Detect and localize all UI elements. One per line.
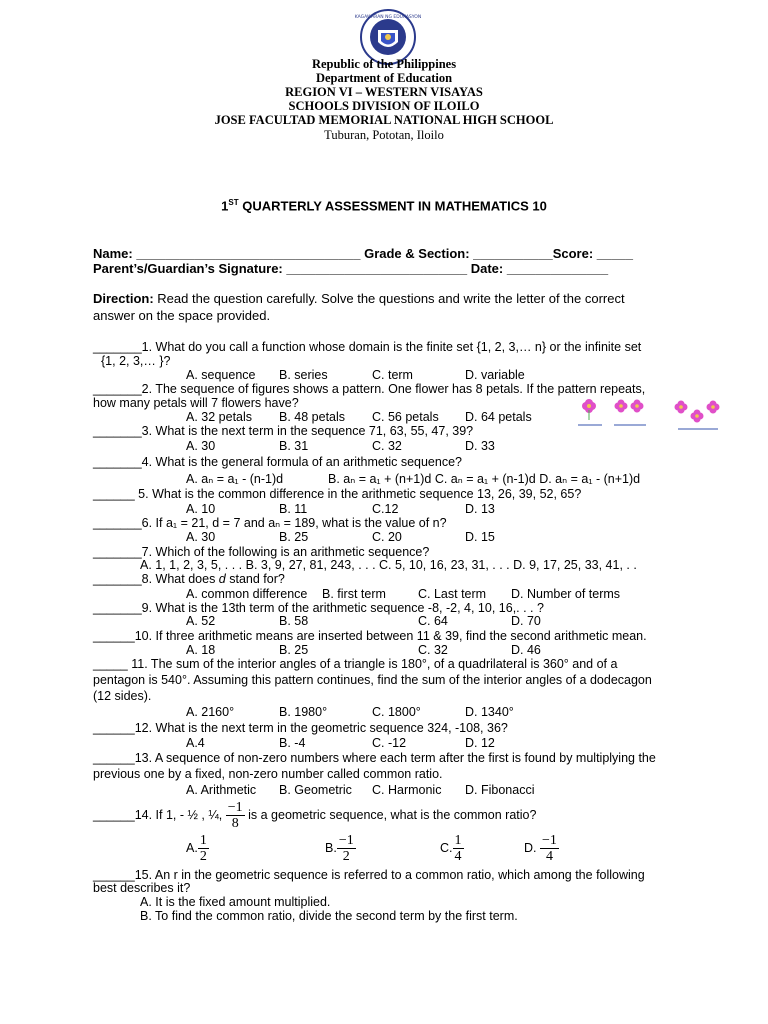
- q1-option-a[interactable]: A. sequence: [186, 368, 256, 382]
- title-rest: QUARTERLY ASSESSMENT IN MATHEMATICS 10: [238, 198, 547, 214]
- name-grade-score-line[interactable]: Name: _______________________________ Grade & Section: ___________Score: _____: [93, 246, 633, 261]
- q6-option-a[interactable]: A. 30: [186, 530, 216, 544]
- question-10: ______10. If three arithmetic means are inserted between 11 & 39, find the second arithmetic mean.: [93, 629, 647, 643]
- signature-date-line[interactable]: Parent’s/Guardian’s Signature: _________________________ Date: ______________: [93, 261, 609, 276]
- q11-option-b[interactable]: B. 1980°: [279, 705, 328, 719]
- q14-option-d[interactable]: [524, 832, 559, 864]
- q11-option-a[interactable]: A. 2160°: [186, 705, 235, 719]
- q14-b-num: −1: [338, 833, 354, 849]
- direction-label: Direction:: [93, 291, 154, 306]
- q10-option-d[interactable]: D. 46: [511, 643, 541, 657]
- q3-option-a[interactable]: A. 30: [186, 439, 216, 453]
- q13-option-d[interactable]: D. Fibonacci: [465, 783, 535, 797]
- q9-option-a[interactable]: A. 52: [186, 614, 216, 628]
- q14-frac-den: 8: [231, 816, 239, 832]
- q9-option-d[interactable]: D. 70: [511, 614, 541, 628]
- question-1-line-2: {1, 2, 3,… }?: [101, 354, 171, 368]
- flower-group-2: [614, 400, 646, 427]
- q14-option-a-fraction: [198, 833, 209, 864]
- header-department: Department of Education: [315, 71, 453, 85]
- q14-post: is a geometric sequence, what is the common ratio?: [244, 808, 537, 822]
- q14-a-den: 2: [199, 849, 207, 865]
- question-2-line-2: how many petals will 7 flowers have?: [93, 396, 299, 410]
- q11-option-c[interactable]: C. 1800°: [372, 705, 421, 719]
- q15-option-b[interactable]: B. To find the common ratio, divide the second term by the first term.: [140, 909, 518, 923]
- q14-option-b[interactable]: [325, 832, 356, 864]
- q12-option-b[interactable]: B. -4: [279, 736, 306, 750]
- q8-option-d[interactable]: D. Number of terms: [511, 587, 621, 601]
- flower-pattern-figure: [574, 398, 736, 434]
- q4-options-bcd[interactable]: B. aₙ = a₁ + (n+1)d C. aₙ = a₁ + (n-1)d D. aₙ = a₁ - (n+1)d: [328, 472, 641, 486]
- q14-option-c-letter: C.: [440, 841, 453, 855]
- q5-option-c[interactable]: C.12: [372, 502, 399, 516]
- q14-c-num: 1: [454, 833, 462, 849]
- header-division: SCHOOLS DIVISION OF ILOILO: [288, 99, 480, 113]
- q14-d-num: −1: [541, 833, 557, 849]
- question-14: [93, 799, 536, 831]
- q10-option-b[interactable]: B. 25: [279, 643, 309, 657]
- q14-frac-num: −1: [227, 800, 243, 816]
- title-sup: ST: [228, 198, 239, 207]
- q14-a-num: 1: [199, 833, 207, 849]
- header-address: Tuburan, Pototan, Iloilo: [324, 128, 444, 142]
- q6-option-b[interactable]: B. 25: [279, 530, 309, 544]
- question-11-line-1: _____ 11. The sum of the interior angles of a triangle is 180°, of a quadrilateral is 360° and of a: [93, 657, 618, 671]
- q8-option-b[interactable]: B. first term: [322, 587, 386, 601]
- q8-post: stand for?: [225, 572, 285, 586]
- question-9: _______9. What is the 13th term of the arithmetic sequence -8, -2, 4, 10, 16,. . . ?: [93, 601, 544, 615]
- q14-option-a-letter: A.: [186, 841, 198, 855]
- q13-option-c[interactable]: C. Harmonic: [372, 783, 442, 797]
- q2-option-d[interactable]: D. 64 petals: [465, 410, 532, 424]
- q3-option-d[interactable]: D. 33: [465, 439, 495, 453]
- q2-option-b[interactable]: B. 48 petals: [279, 410, 346, 424]
- question-2-line-1: _______2. The sequence of figures shows a pattern. One flower has 8 petals. If the pattern repeats,: [93, 382, 646, 396]
- question-3: _______3. What is the next term in the sequence 71, 63, 55, 47, 39?: [93, 424, 474, 438]
- question-4: _______4. What is the general formula of an arithmetic sequence?: [93, 455, 462, 469]
- question-11-line-2: pentagon is 540°. Assuming this pattern continues, find the sum of the interior angles of a dodecagon: [93, 673, 652, 687]
- q9-option-b[interactable]: B. 58: [279, 614, 309, 628]
- q3-option-c[interactable]: C. 32: [372, 439, 402, 453]
- q1-option-d[interactable]: D. variable: [465, 368, 525, 382]
- direction-text-1: Read the question carefully. Solve the questions and write the letter of the correct: [153, 291, 625, 306]
- q12-option-c[interactable]: C. -12: [372, 736, 407, 750]
- question-13-line-1: ______13. A sequence of non-zero numbers where each term after the first is found by multiplying the: [93, 751, 656, 765]
- seal-text: KAGAWARAN NG EDUKASYON: [354, 15, 422, 20]
- q8-var: d: [218, 572, 226, 586]
- q12-option-a[interactable]: A.4: [186, 736, 205, 750]
- q3-option-b[interactable]: B. 31: [279, 439, 309, 453]
- q14-option-c-fraction: [453, 833, 464, 864]
- q2-option-c[interactable]: C. 56 petals: [372, 410, 439, 424]
- header-republic: Republic of the Philippines: [311, 57, 457, 71]
- q12-option-d[interactable]: D. 12: [465, 736, 495, 750]
- q14-option-d-fraction: [540, 833, 559, 864]
- question-13-line-2: previous one by a fixed, non-zero number called common ratio.: [93, 767, 443, 781]
- question-6: _______6. If a₁ = 21, d = 7 and aₙ = 189, what is the value of n?: [93, 516, 447, 530]
- q15-option-a[interactable]: A. It is the fixed amount multiplied.: [140, 895, 331, 909]
- q14-d-den: 4: [545, 849, 553, 865]
- q13-option-b[interactable]: B. Geometric: [279, 783, 352, 797]
- question-11-line-3: (12 sides).: [93, 689, 152, 703]
- q1-option-b[interactable]: B. series: [279, 368, 328, 382]
- q5-option-a[interactable]: A. 10: [186, 502, 216, 516]
- q8-option-a[interactable]: A. common difference: [186, 587, 308, 601]
- question-12: ______12. What is the next term in the geometric sequence 324, -108, 36?: [93, 721, 508, 735]
- flower-group-3: [675, 401, 720, 431]
- q1-option-c[interactable]: C. term: [372, 368, 413, 382]
- q14-c-den: 4: [454, 849, 462, 865]
- header-school: JOSE FACULTAD MEMORIAL NATIONAL HIGH SCHOOL: [214, 113, 554, 127]
- question-15-line-2: best describes it?: [93, 881, 191, 895]
- q14-option-b-letter: B.: [325, 841, 337, 855]
- q10-option-c[interactable]: C. 32: [418, 643, 448, 657]
- direction-line-1: [93, 291, 625, 306]
- q14-fraction: [226, 800, 245, 831]
- q5-option-b[interactable]: B. 11: [279, 502, 308, 516]
- question-1-line-1: _______1. What do you call a function whose domain is the finite set {1, 2, 3,… n} or the infinite set: [93, 340, 642, 354]
- q14-b-den: 2: [342, 849, 350, 865]
- q14-option-d-letter: D.: [524, 841, 537, 855]
- question-7: _______7. Which of the following is an arithmetic sequence?: [93, 545, 430, 559]
- question-15-line-1: ______15. An r in the geometric sequence is referred to a common ratio, which among the following: [93, 868, 645, 882]
- q8-option-c[interactable]: C. Last term: [418, 587, 487, 601]
- q6-option-d[interactable]: D. 15: [465, 530, 495, 544]
- q14-option-b-fraction: [337, 833, 356, 864]
- question-8: [93, 572, 285, 586]
- q2-option-a[interactable]: A. 32 petals: [186, 410, 253, 424]
- q11-option-d[interactable]: D. 1340°: [465, 705, 514, 719]
- q4-option-a[interactable]: A. aₙ = a₁ - (n-1)d: [186, 472, 284, 486]
- q7-options[interactable]: A. 1, 1, 2, 3, 5, . . . B. 3, 9, 27, 81, 243, . . . C. 5, 10, 16, 23, 31, . . . D. 9, 17, 25, 33, 41, . .: [140, 558, 637, 572]
- q14-option-c[interactable]: [440, 832, 464, 864]
- question-5: ______ 5. What is the common difference in the arithmetic sequence 13, 26, 39, 52, 65?: [93, 487, 582, 501]
- q8-pre: _______8. What does: [93, 572, 219, 586]
- q6-option-c[interactable]: C. 20: [372, 530, 402, 544]
- q14-pre: ______14. If 1, - ½ , ¼,: [93, 808, 226, 822]
- q9-option-c[interactable]: C. 64: [418, 614, 448, 628]
- page-title: [0, 198, 768, 213]
- title-num: 1: [221, 198, 229, 214]
- flower-group-1: [578, 399, 602, 426]
- q14-option-a[interactable]: [186, 832, 209, 864]
- q13-option-a[interactable]: A. Arithmetic: [186, 783, 257, 797]
- q10-option-a[interactable]: A. 18: [186, 643, 216, 657]
- q5-option-d[interactable]: D. 13: [465, 502, 495, 516]
- header-region: REGION VI – WESTERN VISAYAS: [285, 85, 483, 99]
- direction-line-2: answer on the space provided.: [93, 308, 271, 323]
